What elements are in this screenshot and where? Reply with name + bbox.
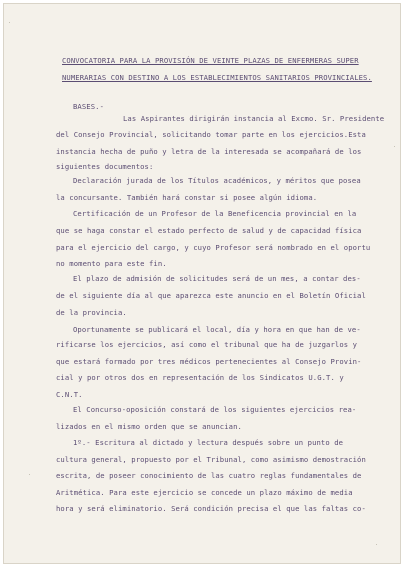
paper-speck — [394, 146, 395, 147]
body-line: siguientes documentos: — [56, 162, 154, 171]
body-line: cultura general, propuesto por el Tribunal, como asimismo demostración — [56, 455, 366, 464]
body-line: hora y será eliminatorio. Será condición precisa el que las faltas co- — [56, 504, 366, 513]
body-line: Declaración jurada de los Títulos académicos, y méritos que posea — [73, 176, 361, 185]
body-line: 1º.- Escritura al dictado y lectura después sobre un punto de — [73, 438, 344, 447]
body-line: para el ejercicio del cargo, y cuyo Profesor será nombrado en el oportu — [56, 243, 371, 252]
body-line: instancia hecha de puño y letra de la interesada se acompañará de los — [56, 147, 362, 156]
body-line: C.N.T. — [56, 390, 83, 399]
body-line: no momento para este fin. — [56, 259, 167, 268]
document-page — [3, 3, 401, 564]
body-line: cial y por otros dos en representación de los Sindicatos U.G.T. y — [56, 373, 344, 382]
body-line: de la provincia. — [56, 308, 127, 317]
body-line: escrita, de poseer conocimiento de las cuatro reglas fundamentales de — [56, 471, 362, 480]
body-line: la concursante. También hará constar si posee algún idioma. — [56, 193, 318, 202]
body-line: rificarse los ejercicios, así como el tribunal que ha de juzgarlos y — [56, 340, 358, 349]
title-line-1: CONVOCATORIA PARA LA PROVISIÓN DE VEINTE PLAZAS DE ENFERMERAS SUPER — [62, 56, 359, 65]
body-line: lizados en el mismo orden que se anuncian. — [56, 422, 242, 431]
body-line: El Concurso-oposición constará de los siguientes ejercicios rea- — [73, 405, 357, 414]
body-line: de el siguiente día al que aparezca este anuncio en el Boletín Oficial — [56, 291, 366, 300]
body-line: Las Aspirantes dirigirán instancia al Excmo. Sr. Presidente — [123, 114, 385, 123]
paper-speck — [376, 544, 377, 545]
body-line: Oportunamente se publicará el local, día y hora en que han de ve- — [73, 325, 361, 334]
paper-speck — [9, 22, 10, 23]
body-line: Certificación de un Profesor de la Beneficencia provincial en la — [73, 209, 357, 218]
body-line: El plazo de admisión de solicitudes será de un mes, a contar des- — [73, 274, 361, 283]
section-heading-bases: BASES.- — [73, 102, 104, 111]
body-line: que se haga constar el estado perfecto de salud y de capacidad física — [56, 226, 362, 235]
title-line-2: NUMERARIAS CON DESTINO A LOS ESTABLECIMIENTOS SANITARIOS PROVINCIALES. — [62, 73, 372, 82]
paper-speck — [29, 474, 30, 475]
body-line: del Consejo Provincial, solicitando tomar parte en los ejercicios.Esta — [56, 130, 366, 139]
body-line: Aritmética. Para este ejercicio se concede un plazo máximo de media — [56, 488, 353, 497]
body-line: que estará formado por tres médicos pertenecientes al Consejo Provin- — [56, 357, 362, 366]
